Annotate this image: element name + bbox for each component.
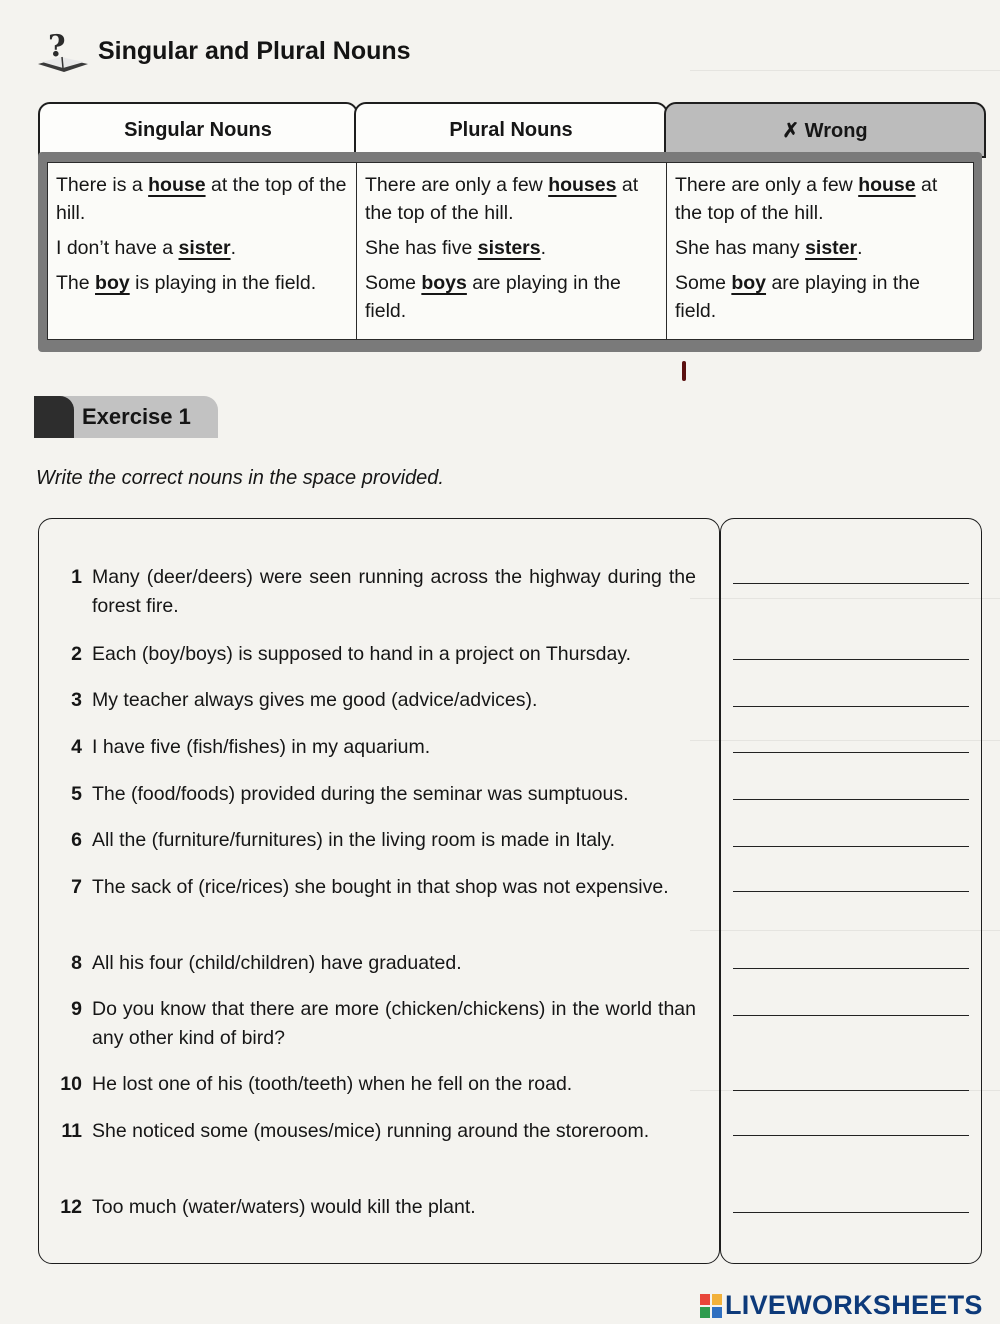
brand-name: LIVEWORKSHEETS [725,1290,983,1320]
question-item [44,563,696,621]
example-sentence: Some boys are playing in the field. [365,272,621,322]
highlighted-noun: boy [731,272,767,294]
question-item [44,733,696,762]
answer-blank[interactable] [733,659,969,660]
example-sentence: Some boy are playing in the field. [675,272,920,322]
example-sentence: She has many sister. [675,237,863,259]
question-number: 8 [71,952,82,974]
highlighted-noun: houses [548,174,617,196]
highlighted-noun: boys [421,272,467,294]
liveworksheets-logo-icon [700,1294,722,1318]
question-item [44,826,696,855]
example-sentence: She has five sisters. [365,237,547,259]
question-text: All his four (child/children) have graduated. [92,952,462,974]
question-number: 12 [60,1196,82,1218]
answer-blank[interactable] [733,583,969,584]
highlighted-noun: boy [95,272,130,294]
stray-pen-mark [682,361,686,381]
question-text: Many (deer/deers) were seen running across the highway during the forest fire. [92,566,696,617]
example-sentence: There are only a few houses at the top of the hill. [365,174,639,224]
page-title: Singular and Plural Nouns [98,36,411,65]
question-text: The (food/foods) provided during the seminar was sumptuous. [92,783,629,805]
answer-blank[interactable] [733,1212,969,1213]
example-sentence: There are only a few house at the top of the hill. [675,174,938,224]
question-number: 9 [71,998,82,1020]
question-item [44,686,696,715]
question-text: The sack of (rice/rices) she bought in that shop was not expensive. [92,876,669,898]
question-item [44,873,696,902]
question-number: 11 [61,1120,82,1142]
exercise-tab-marker [34,396,74,438]
answer-blank[interactable] [733,968,969,969]
question-number: 10 [60,1073,82,1095]
highlighted-noun: house [148,174,206,196]
answer-blank[interactable] [733,891,969,892]
section-heading [34,26,411,76]
question-number: 5 [71,783,82,805]
highlighted-noun: house [858,174,916,196]
header-wrong: ✗ Wrong [664,102,986,158]
question-text: My teacher always gives me good (advice/advices). [92,689,538,711]
question-item [44,995,696,1053]
question-item [44,1193,696,1222]
question-text: Do you know that there are more (chicken/chickens) in the world than any other kind of bird? [92,998,696,1049]
answer-blank[interactable] [733,799,969,800]
header-plural-nouns: Plural Nouns [354,102,668,158]
answer-blank[interactable] [733,1135,969,1136]
singular-examples-column [48,163,356,339]
highlighted-noun: sister [805,237,858,259]
exercise-tab [34,396,218,438]
book-question-icon [34,28,92,74]
question-number: 6 [71,829,82,851]
question-text: All the (furniture/furnitures) in the living room is made in Italy. [92,829,616,851]
question-item [44,949,696,978]
question-number: 7 [71,876,82,898]
question-number: 3 [71,689,82,711]
highlighted-noun: sister [178,237,231,259]
header-singular-nouns: Singular Nouns [38,102,358,158]
example-sentence: I don’t have a sister. [56,237,236,259]
question-text: Each (boy/boys) is supposed to hand in a project on Thursday. [92,643,632,665]
example-sentence: There is a house at the top of the hill. [56,174,347,224]
liveworksheets-brand [700,1290,983,1321]
question-number: 1 [71,566,82,588]
question-text: She noticed some (mouses/mice) running around the storeroom. [92,1120,650,1142]
exercise-instruction: Write the correct nouns in the space provided. [36,467,444,489]
svg-text:?: ? [48,29,66,64]
question-number: 2 [71,643,82,665]
question-text: I have five (fish/fishes) in my aquarium. [92,736,431,758]
answer-blank[interactable] [733,846,969,847]
answer-blank[interactable] [733,1015,969,1016]
question-number: 4 [71,736,82,758]
question-item [44,780,696,809]
answer-blank[interactable] [733,706,969,707]
question-item [44,1117,696,1146]
exercise-label: Exercise 1 [82,404,191,429]
question-text: He lost one of his (tooth/teeth) when he fell on the road. [92,1073,573,1095]
highlighted-noun: sisters [477,237,541,259]
comparison-table [47,162,974,340]
wrong-examples-column [666,163,973,339]
plural-examples-column [356,163,666,339]
example-sentence: The boy is playing in the field. [56,272,317,294]
question-item [44,1070,696,1099]
answer-blank[interactable] [733,1090,969,1091]
answer-blank[interactable] [733,752,969,753]
question-text: Too much (water/waters) would kill the plant. [92,1196,476,1218]
question-item [44,640,696,669]
